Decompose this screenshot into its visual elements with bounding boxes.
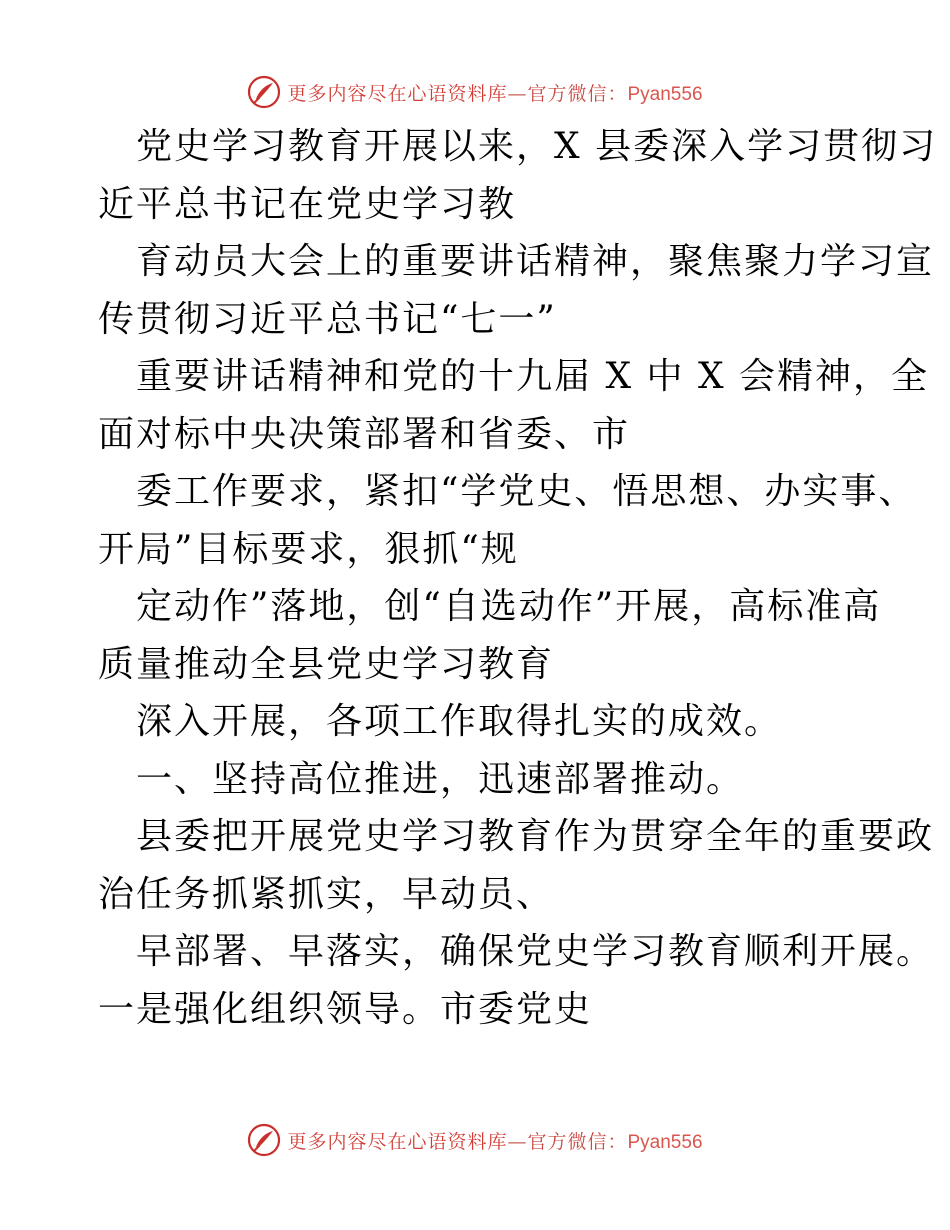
body-line: 深入开展，各项工作取得扎实的成效。 — [136, 701, 783, 742]
document-body — [98, 118, 938, 1038]
watermark-label: 官方微信： — [527, 1130, 628, 1153]
body-line: 县委把开展党史学习教育作为贯穿全年的重要政 — [136, 816, 935, 857]
body-line: 一是强化组织领导。市委党史 — [98, 988, 593, 1030]
body-line: 委工作要求，紧扣“学党史、悟思想、办实事、 — [136, 471, 917, 512]
section-heading: 一、坚持高位推进，迅速部署推动。 — [136, 758, 745, 800]
body-line: 开局”目标要求，狠抓“规 — [98, 528, 519, 570]
watermark-main: 更多内容尽在心语资料库 — [287, 82, 508, 105]
footer-watermark-text — [287, 1127, 702, 1154]
footer-watermark — [0, 1120, 950, 1160]
body-line: 面对标中央决策部署和省委、市 — [98, 413, 631, 455]
watermark-main: 更多内容尽在心语资料库 — [287, 1130, 508, 1153]
body-line: 近平总书记在党史学习教 — [98, 183, 517, 225]
header-watermark — [0, 72, 950, 112]
watermark-label: 官方微信： — [527, 82, 628, 105]
body-line: 重要讲话精神和党的十九届 X 中 X 会精神，全 — [136, 356, 930, 397]
quill-seal-icon — [247, 1123, 281, 1157]
body-line: 定动作”落地，创“自选动作”开展，高标准高 — [136, 586, 882, 627]
body-line: 早部署、早落实，确保党史学习教育顺利开展。 — [136, 931, 935, 972]
watermark-handle: Pyan556 — [627, 83, 703, 105]
watermark-separator: — — [507, 1130, 528, 1153]
quill-seal-icon — [247, 75, 281, 109]
body-line: 传贯彻习近平总书记“七一” — [98, 298, 557, 340]
watermark-separator: — — [507, 82, 528, 105]
body-line: 党史学习教育开展以来，X 县委深入学习贯彻习 — [136, 126, 938, 167]
watermark-handle: Pyan556 — [627, 1131, 703, 1153]
body-line: 育动员大会上的重要讲话精神，聚焦聚力学习宣 — [136, 241, 935, 282]
header-watermark-text — [287, 79, 702, 106]
body-line: 治任务抓紧抓实，早动员、 — [98, 873, 555, 915]
body-line: 质量推动全县党史学习教育 — [98, 643, 555, 685]
